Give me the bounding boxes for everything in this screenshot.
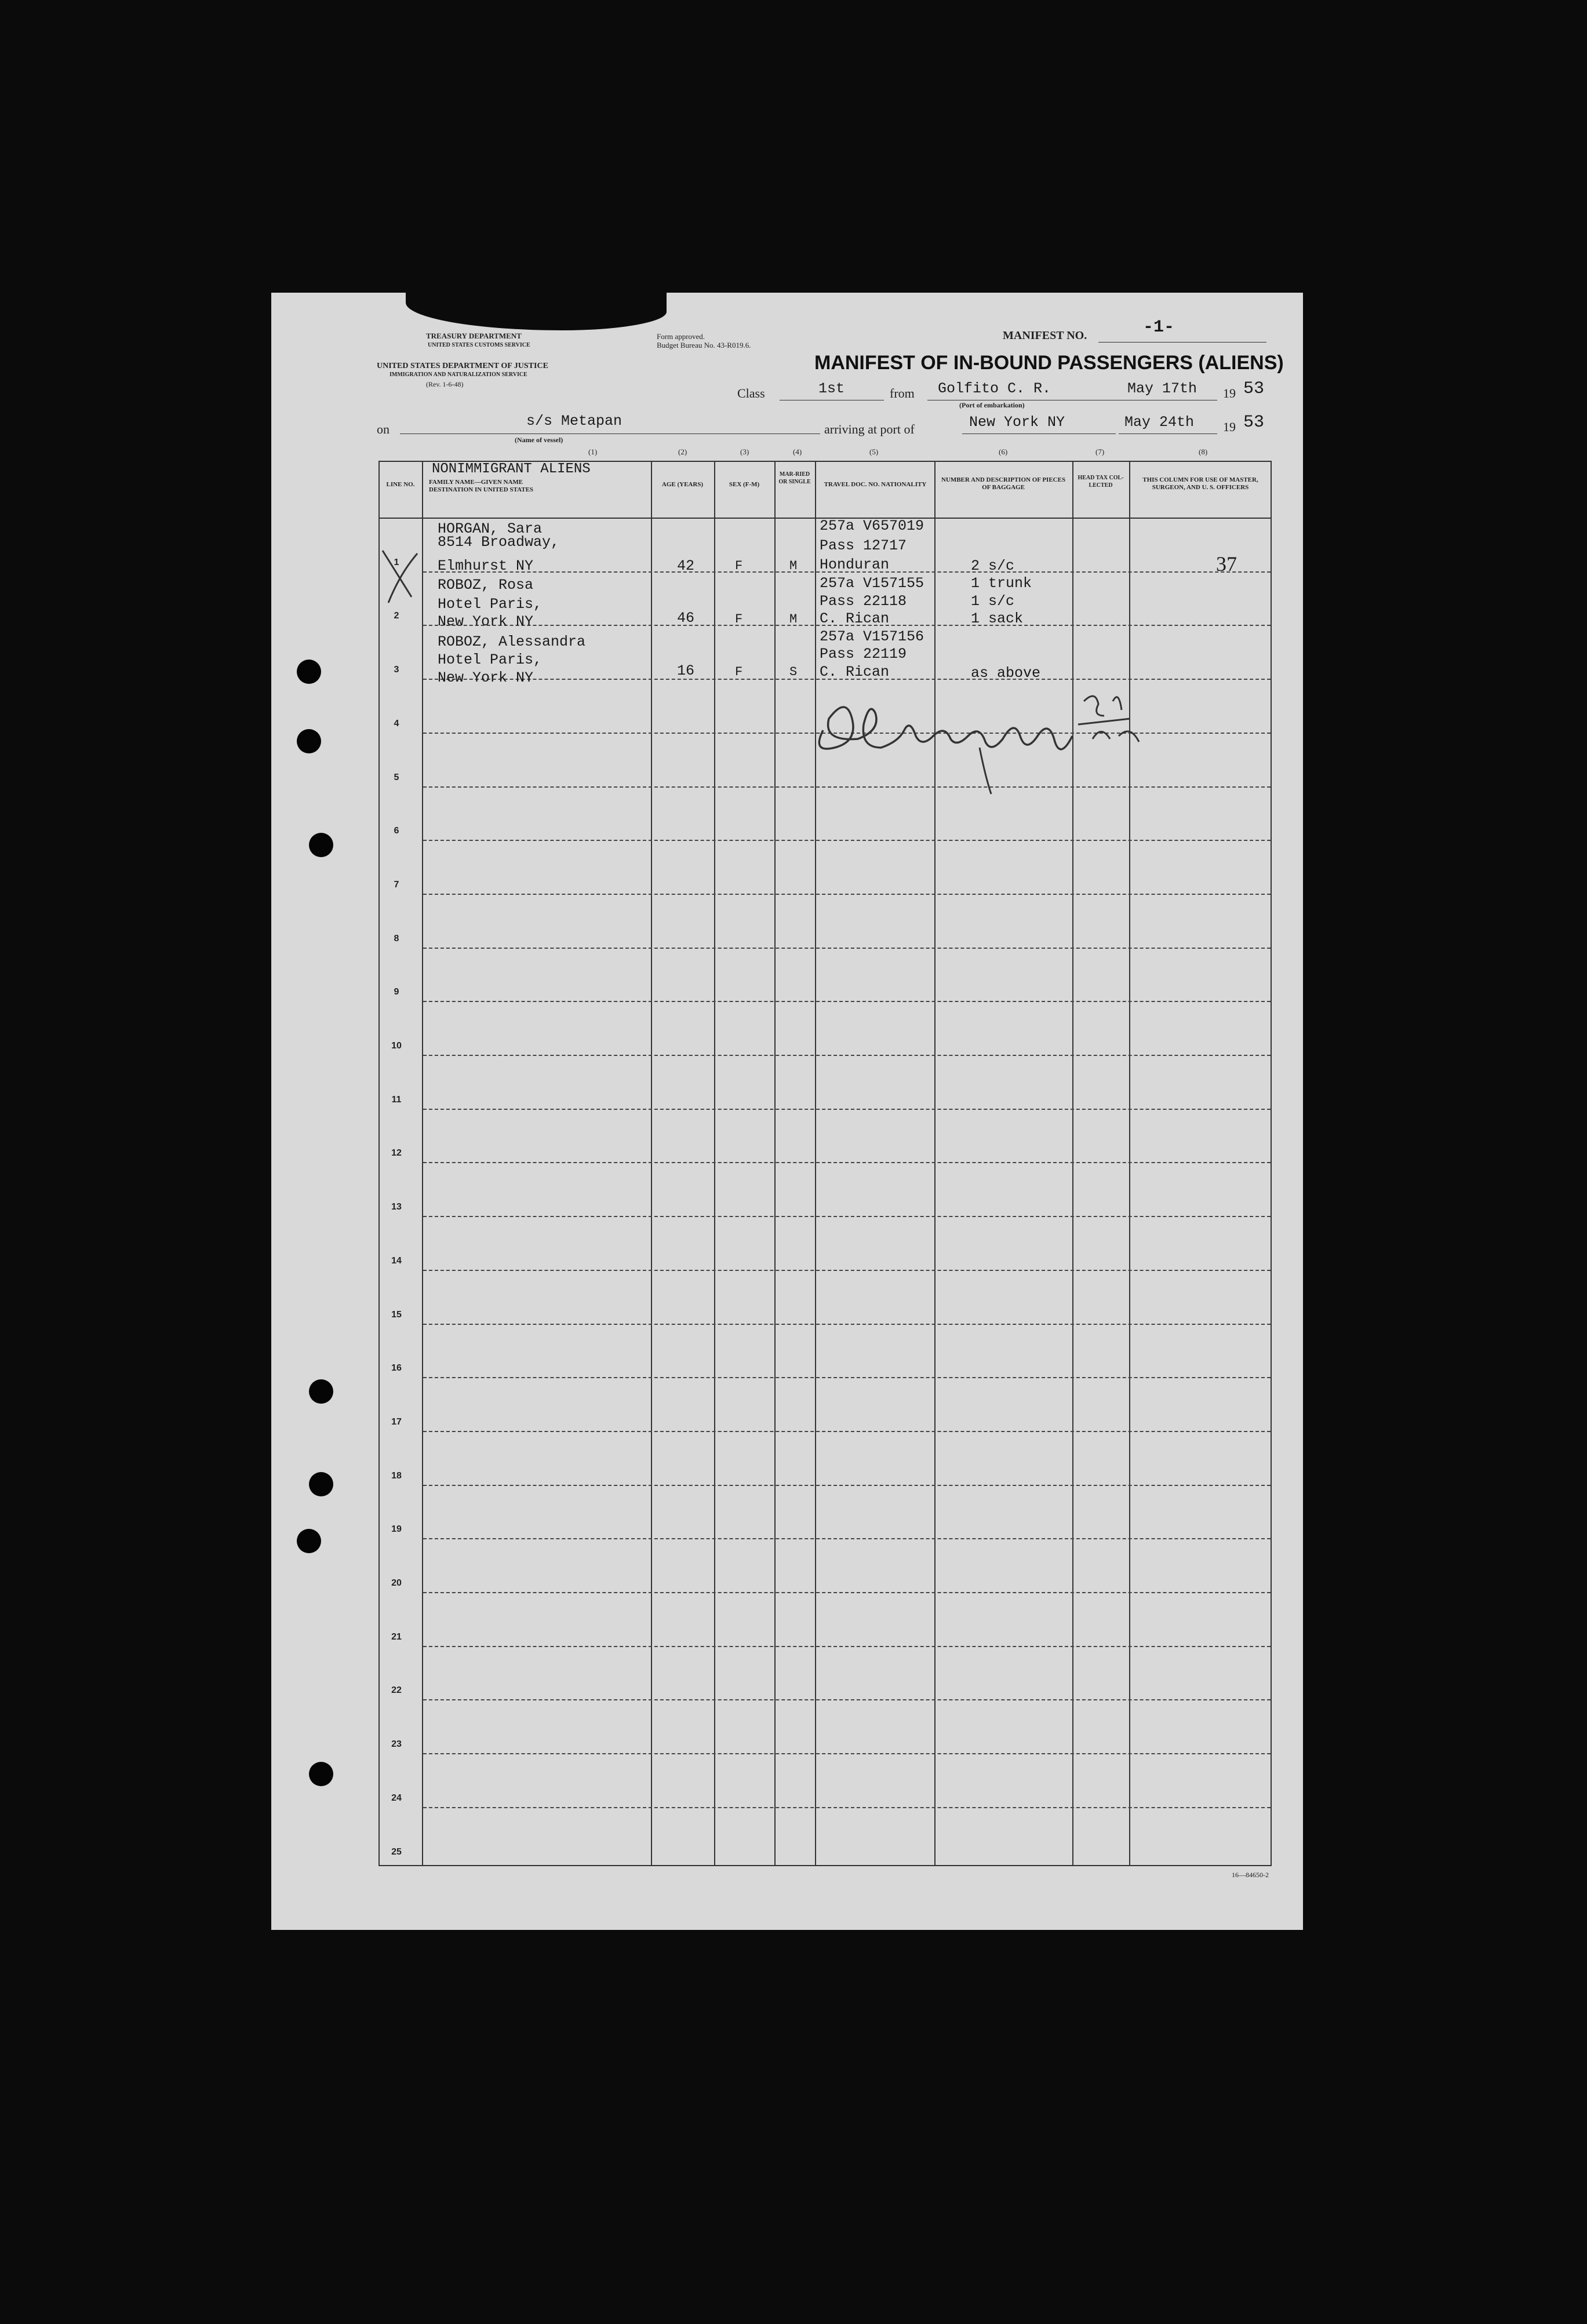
passenger-1-city: Elmhurst NY (438, 558, 534, 574)
passenger-2-baggage-3: 1 sack (971, 610, 1024, 627)
row-line (423, 1162, 1271, 1163)
line-number: 25 (391, 1846, 402, 1857)
col-divider (1129, 461, 1130, 1866)
row-line (423, 1646, 1271, 1647)
col-head-section: NONIMMIGRANT ALIENS (432, 461, 591, 477)
table-left-border (378, 461, 380, 1866)
passenger-2-nationality: C. Rican (820, 610, 890, 627)
binder-hole (297, 729, 321, 753)
line-number: 17 (391, 1416, 402, 1427)
passenger-1-officer-note: 37 (1216, 552, 1237, 575)
passenger-3-city: New York NY (438, 669, 534, 686)
passenger-2-married: M (789, 612, 798, 626)
passenger-1-nationality: Honduran (820, 556, 890, 573)
line-number: 6 (394, 826, 399, 836)
rev-label: (Rev. 1-6-48) (426, 380, 464, 388)
row-line (423, 1001, 1271, 1002)
inspector-signature (806, 684, 1165, 800)
col-divider (422, 461, 423, 1866)
class-label: Class (737, 386, 765, 400)
row-line (423, 1538, 1271, 1539)
on-label: on (377, 422, 390, 436)
line-number: 10 (391, 1041, 402, 1051)
passenger-1-address: 8514 Broadway, (438, 534, 560, 551)
footer-code: 16—84650-2 (1232, 1871, 1269, 1879)
arrival-year: 53 (1243, 413, 1265, 432)
col-num-2: (2) (678, 447, 687, 456)
passenger-2-age: 46 (677, 610, 695, 626)
col-head-head-tax: HEAD TAX COL-LECTED (1078, 475, 1124, 489)
col-head-married: MAR-RIED OR SINGLE (778, 471, 811, 485)
col-num-7: (7) (1095, 447, 1105, 456)
col-num-1: (1) (588, 447, 598, 456)
line-number: 19 (391, 1524, 402, 1535)
line-number: 5 (394, 772, 399, 782)
line-number: 3 (394, 665, 399, 675)
passenger-1-sex: F (735, 559, 743, 573)
passenger-3-nationality: C. Rican (820, 664, 890, 680)
col-num-8: (8) (1199, 447, 1208, 456)
line-number: 24 (391, 1793, 402, 1803)
arrival-port: New York NY (969, 414, 1065, 431)
line-number: 23 (391, 1739, 402, 1750)
table-right-border (1271, 461, 1272, 1866)
passenger-2-baggage-1: 1 trunk (971, 575, 1032, 592)
row-line (423, 1592, 1271, 1593)
col-head-baggage: NUMBER AND DESCRIPTION OF PIECES OF BAGGAGE (941, 476, 1066, 491)
line-number: 2 (394, 611, 399, 621)
passenger-2-baggage-2: 1 s/c (971, 593, 1015, 610)
passenger-1-married: M (789, 559, 798, 573)
passenger-3-sex: F (735, 665, 743, 679)
col-divider (1072, 461, 1073, 1866)
passenger-3-address: Hotel Paris, (438, 651, 543, 668)
line-number: 9 (394, 987, 399, 997)
row-line (423, 1109, 1271, 1110)
row-line (423, 1431, 1271, 1432)
line-number: 12 (391, 1148, 402, 1159)
passenger-1-name: HORGAN, Sara (438, 520, 543, 537)
depart-date: May 17th (1127, 380, 1197, 397)
passenger-2-address: Hotel Paris, (438, 596, 543, 613)
table-bottom-border (378, 1865, 1271, 1866)
line-number: 4 (394, 718, 399, 728)
row-line (423, 1377, 1271, 1378)
passenger-2-sex: F (735, 612, 743, 626)
col-num-3: (3) (740, 447, 749, 456)
depart-year-prefix: 19 (1223, 386, 1236, 400)
passenger-2-travel-doc: 257a V157155 (820, 575, 924, 592)
line-number: 22 (391, 1685, 402, 1696)
manifest-no-line (1098, 342, 1266, 343)
binder-hole (309, 833, 333, 857)
binder-hole (297, 1529, 321, 1553)
treasury-label: TREASURY DEPARTMENT (426, 332, 522, 340)
line-number: 1 (394, 557, 399, 567)
binder-hole (297, 660, 321, 684)
row-line (423, 1055, 1271, 1056)
justice-label: UNITED STATES DEPARTMENT OF JUSTICE (377, 362, 548, 370)
handwritten-x-mark (377, 545, 435, 614)
col-head-name: FAMILY NAME—GIVEN NAME DESTINATION IN UNITED STATES (429, 479, 534, 493)
row-line (423, 894, 1271, 895)
line-number: 14 (391, 1255, 402, 1266)
row-line (423, 1324, 1271, 1325)
from-value: Golfito C. R. (938, 380, 1051, 397)
class-value: 1st (818, 380, 845, 397)
row-line (423, 948, 1271, 949)
passenger-3-passport: Pass 22119 (820, 646, 907, 662)
col-head-age: AGE (YEARS) (661, 481, 704, 488)
col-divider (714, 461, 715, 1866)
line-number: 15 (391, 1309, 402, 1320)
passenger-1-passport: Pass 12717 (820, 537, 907, 554)
row-line (423, 1485, 1271, 1486)
row-line (423, 840, 1271, 841)
row-line (423, 1807, 1271, 1808)
passenger-3-name: ROBOZ, Alessandra (438, 633, 586, 650)
row-line (423, 1270, 1271, 1271)
col-divider (815, 461, 816, 1866)
passenger-1-travel-doc: 257a V657019 (820, 518, 924, 534)
line-number: 13 (391, 1202, 402, 1212)
passenger-3-baggage: as above (971, 665, 1041, 682)
customs-label: UNITED STATES CUSTOMS SERVICE (428, 342, 530, 348)
arriving-label: arriving at port of (824, 422, 915, 436)
passenger-1-age: 42 (677, 558, 695, 574)
passenger-1-baggage: 2 s/c (971, 558, 1015, 574)
binder-hole (309, 1762, 333, 1786)
line-number: 18 (391, 1470, 402, 1481)
passenger-2-name: ROBOZ, Rosa (438, 577, 534, 593)
row-line (423, 1699, 1271, 1700)
passenger-2-city: New York NY (438, 613, 534, 630)
binder-hole (309, 1379, 333, 1404)
ins-label: IMMIGRATION AND NATURALIZATION SERVICE (390, 371, 527, 378)
col-divider (934, 461, 936, 1866)
passenger-2-passport: Pass 22118 (820, 593, 907, 610)
passenger-3-age: 16 (677, 662, 695, 679)
line-number: 11 (391, 1094, 402, 1105)
port-embarkation-label: (Port of embarkation) (959, 401, 1025, 409)
col-head-sex: SEX (F-M) (729, 481, 760, 488)
arrival-year-prefix: 19 (1223, 420, 1236, 434)
arrival-date: May 24th (1124, 414, 1195, 431)
line-number: 8 (394, 933, 399, 944)
from-label: from (890, 386, 915, 400)
line-number: 20 (391, 1578, 402, 1588)
line-number: 7 (394, 879, 399, 890)
manifest-no-label: MANIFEST NO. (1003, 329, 1087, 342)
line-number: 21 (391, 1631, 402, 1642)
col-head-travel: TRAVEL DOC. NO. NATIONALITY (824, 481, 927, 488)
page-title: MANIFEST OF IN-BOUND PASSENGERS (ALIENS) (814, 352, 1284, 374)
col-head-officers: THIS COLUMN FOR USE OF MASTER, SURGEON, AND U. S. OFFICERS (1142, 476, 1258, 491)
col-head-line-no: LINE NO. (386, 481, 415, 488)
col-divider (774, 461, 776, 1866)
vessel-name: s/s Metapan (526, 413, 623, 429)
binder-hole (309, 1472, 333, 1496)
budget-bureau: Budget Bureau No. 43-R019.6. (657, 341, 751, 349)
col-divider (651, 461, 652, 1866)
passenger-3-travel-doc: 257a V157156 (820, 628, 924, 645)
col-num-4: (4) (793, 447, 802, 456)
vessel-label: (Name of vessel) (515, 436, 563, 444)
manifest-no: -1- (1143, 318, 1175, 337)
depart-year: 53 (1243, 379, 1265, 399)
col-num-6: (6) (999, 447, 1008, 456)
passenger-3-married: S (789, 665, 798, 679)
row-line (423, 1216, 1271, 1217)
manifest-sheet (271, 293, 1303, 1930)
row-line (423, 1753, 1271, 1754)
col-num-5: (5) (869, 447, 879, 456)
line-number: 16 (391, 1363, 402, 1374)
form-approved: Form approved. (657, 332, 705, 341)
